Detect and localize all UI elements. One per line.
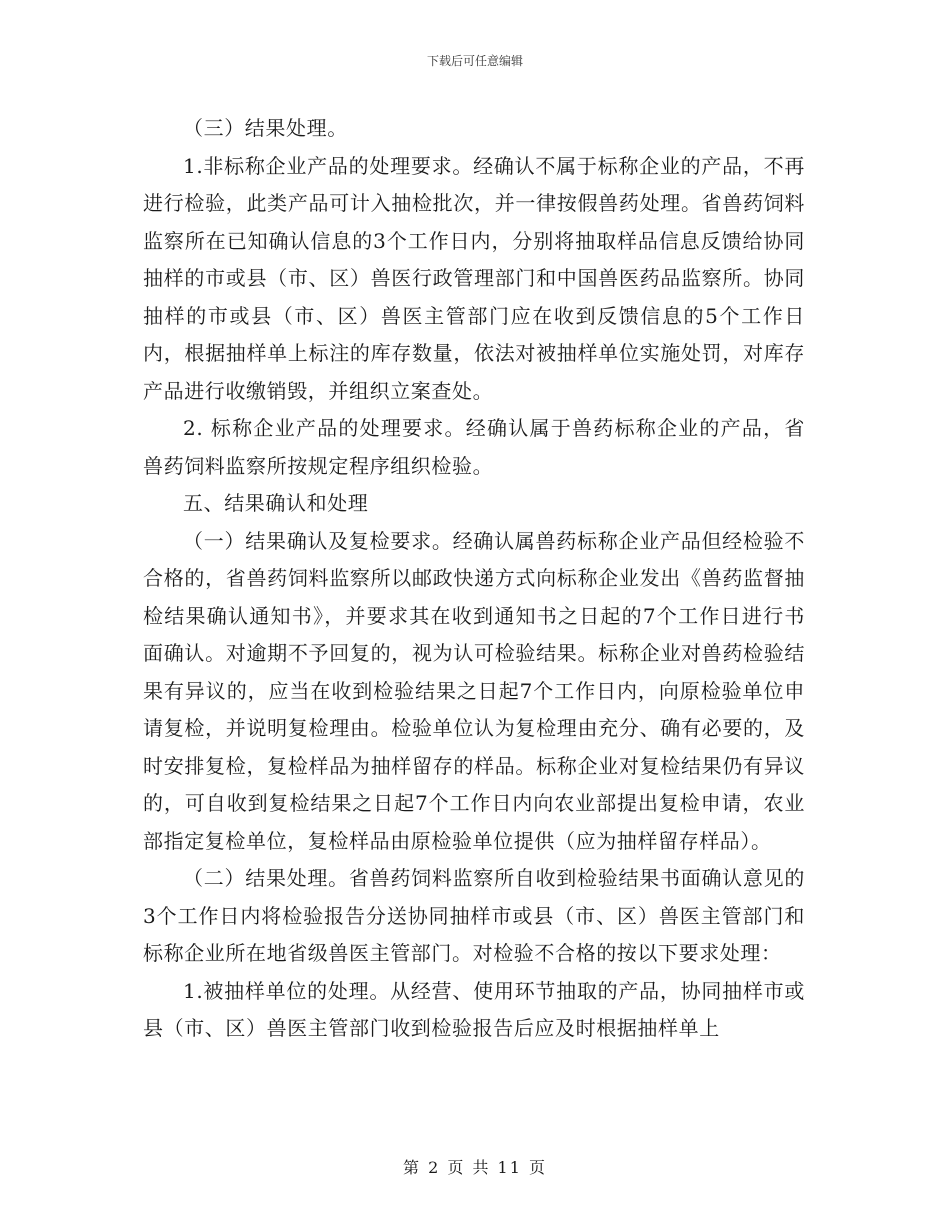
paragraph-result-handling: （二）结果处理。省兽药饲料监察所自收到检验结果书面确认意见的3个工作日内将检验报告分送协同抽样市或县（市、区）兽医主管部门和标称企业所在地省级兽医主管部门。对检验不合格的按以下要求处理：: [143, 866, 805, 965]
paragraph-non-nominal-products: 1.非标称企业产品的处理要求。经确认不属于标称企业的产品，不再进行检验，此类产品可计入抽检批次，并一律按假兽药处理。省兽药饲料监察所在已知确认信息的3个工作日内，分别将抽取样品信息反馈给协同抽样的市或县（市、区）兽医行政管理部门和中国兽医药品监察所。协同抽样的市或县（市、区）兽医主管部门应在收到反馈信息的5个工作日内，根据抽样单上标注的库存数量，依法对被抽样单位实施处罚，对库存产品进行收缴销毁，并组织立案查处。: [143, 153, 805, 403]
document-body: [143, 110, 805, 1048]
page-header-note: 下载后可任意编辑: [426, 54, 523, 68]
page-number: 第 2 页 共 11 页: [403, 1158, 547, 1177]
paragraph-section-5-heading: 五、结果确认和处理: [183, 491, 369, 515]
paragraph-nominal-products: 2. 标称企业产品的处理要求。经确认属于兽药标称企业的产品，省兽药饲料监察所按规定程序组织检验。: [143, 416, 805, 478]
paragraph-result-confirmation: （一）结果确认及复检要求。经确认属兽药标称企业产品但经检验不合格的，省兽药饲料监察所以邮政快递方式向标称企业发出《兽药监督抽检结果确认通知书》，并要求其在收到通知书之日起的7个工作日进行书面确认。对逾期不予回复的，视为认可检验结果。标称企业对兽药检验结果有异议的，应当在收到检验结果之日起7个工作日内，向原检验单位申请复检，并说明复检理由。检验单位认为复检理由充分、确有必要的，及时安排复检，复检样品为抽样留存的样品。标称企业对复检结果仍有异议的，可自收到复检结果之日起7个工作日内向农业部提出复检申请，农业部指定复检单位，复检样品由原检验单位提供（应为抽样留存样品）。: [143, 528, 805, 853]
paragraph-section-3-title: （三）结果处理。: [183, 116, 348, 140]
paragraph-sampled-unit-handling: 1.被抽样单位的处理。从经营、使用环节抽取的产品，协同抽样市或县（市、区）兽医主管部门收到检验报告后应及时根据抽样单上: [143, 978, 805, 1040]
